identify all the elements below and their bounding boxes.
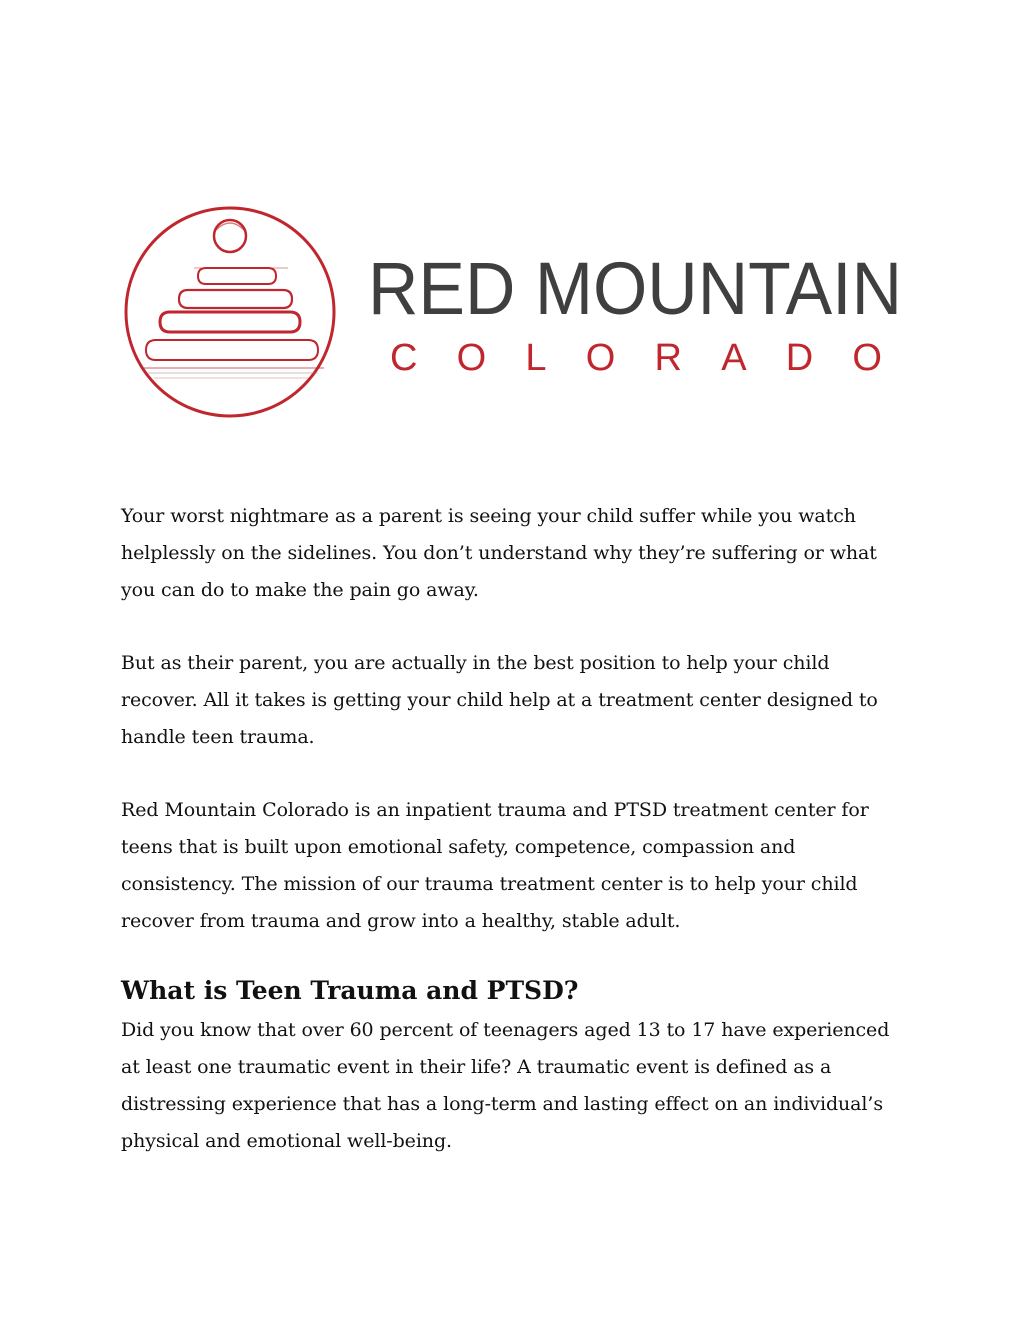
mountain-logo-icon: [118, 200, 343, 425]
section-heading: What is Teen Trauma and PTSD?: [121, 976, 579, 1005]
wordmark-line2: COLORADO: [390, 337, 882, 379]
paragraph: Did you know that over 60 percent of teenagers aged 13 to 17 have experienced at least one traumatic event in their life? A traumatic event is defined as a distressing experience that has a long-term and lasting effect on an individual’s physical and emotional well-being.: [121, 1019, 890, 1152]
paragraph: Red Mountain Colorado is an inpatient trauma and PTSD treatment center for teens that is built upon emotional safety, competence, compassion and consistency. The mission of our trauma treatment center is to help your child recover from trauma and grow into a healthy, stable adult.: [121, 799, 869, 932]
wordmark-line1: RED MOUNTAIN: [368, 247, 902, 330]
wordmark: [368, 236, 928, 386]
paragraph: Your worst nightmare as a parent is seeing your child suffer while you watch helplessly on the sidelines. You don’t understand why they’re suffering or what you can do to make the pain go away.: [121, 505, 877, 601]
paragraph: But as their parent, you are actually in the best position to help your child recover. All it takes is getting your child help at a treatment center designed to handle teen trauma.: [121, 652, 878, 748]
article-body: [121, 498, 911, 1196]
logo: [118, 200, 918, 425]
